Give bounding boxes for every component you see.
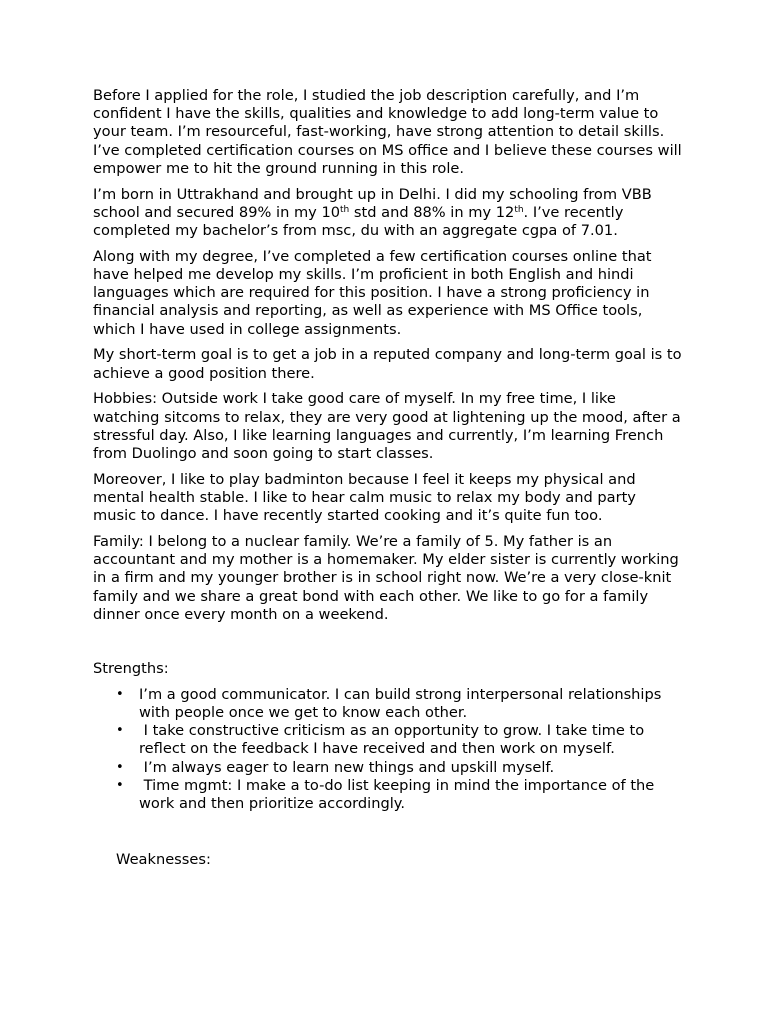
list-item — [116, 758, 683, 777]
paragraph-certifications: Along with my degree, I’ve completed a few certification courses online that have helped me develop my skills. I’m proficient in both English and hindi languages which are required for this position. I have a strong proficiency in financial analysis and reporting, as well as experience with MS Office tools, which I have used in college assignments. — [93, 247, 657, 338]
bullet-icon: • — [116, 723, 124, 739]
list-item-text: I’m always eager to learn new things and upskill myself. — [139, 758, 555, 776]
strengths-heading: Strengths: — [93, 659, 169, 677]
paragraph-hobbies: Hobbies: Outside work I take good care of myself. In my free time, I like watching sitcoms to relax, they are very good at lightening up the mood, after a stressful day. Also, I like learning languages and currently, I’m learning French from Duolingo and soon going to start classes. — [93, 390, 686, 463]
education-text-part-3: . I’ve recently completed my bachelor’s from msc, du with an aggregate cgpa of 7.01. — [93, 203, 633, 240]
spacer — [93, 632, 683, 660]
superscript-th-1: th — [340, 204, 350, 215]
list-item-text: I’m a good communicator. I can build strong interpersonal relationships with people once we get to know each other. — [139, 685, 666, 722]
superscript-th-2: th — [514, 204, 524, 215]
paragraph-intro: Before I applied for the role, I studied the job description carefully, and I’m confident I have the skills, qualities and knowledge to add long-term value to your team. I’m resourceful, fast-working, have strong attention to detail skills. I’ve completed certification courses on MS office and I believe these courses will empower me to hit the ground running in this role. — [93, 87, 687, 177]
paragraph-family: Family: I belong to a nuclear family. We’re a family of 5. My father is an accountant and my mother is a homemaker. My elder sister is currently working in a firm and my younger brother is in school right now. We’re a very close-knit family and we share a great bond with each other. We like to go for a family dinner once every month on a weekend. — [93, 533, 684, 623]
list-item-text: Time mgmt: I make a to-do list keeping in mind the importance of the work and then prioritize accordingly. — [139, 776, 659, 813]
list-item — [116, 776, 683, 813]
list-item — [116, 685, 683, 722]
education-text-part-2: std and 88% in my 12 — [349, 203, 515, 221]
weaknesses-heading: Weaknesses: — [116, 851, 211, 869]
bullet-icon: • — [116, 777, 124, 793]
bullet-icon: • — [116, 686, 124, 702]
paragraph-moreover: Moreover, I like to play badminton because I feel it keeps my physical and mental health stable. I like to hear calm music to relax my body and party music to dance. I have recently started cooking and it’s quite fun too. — [93, 470, 641, 525]
document-page — [93, 87, 687, 869]
paragraph-education — [93, 186, 683, 241]
bullet-icon: • — [116, 759, 124, 775]
paragraph-goals: My short-term goal is to get a job in a reputed company and long-term goal is to achieve a good position there. — [93, 346, 687, 382]
list-item — [116, 722, 683, 758]
education-text-part-1: I’m born in Uttrakhand and brought up in Delhi. I did my schooling from VBB school and secured 89% in my 10 — [93, 185, 657, 221]
list-item-text: I take constructive criticism as an opportunity to grow. I take time to reflect on the feedback I have received and then work on myself. — [139, 722, 649, 758]
strengths-list — [93, 686, 683, 813]
